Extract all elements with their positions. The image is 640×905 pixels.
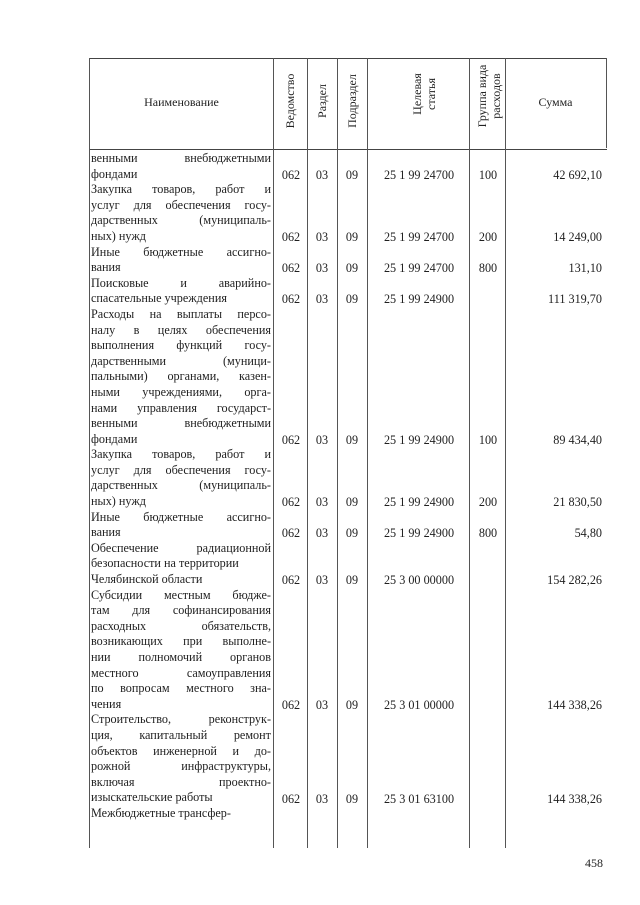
cell-sum: 144 338,26 <box>547 791 602 806</box>
cell-pod: 09 <box>345 432 359 447</box>
cell-ved: 062 <box>281 261 301 276</box>
cell-cel: 25 3 01 00000 <box>383 698 455 712</box>
cell-pod: 09 <box>345 167 359 182</box>
cell-cel: 25 1 99 24700 <box>383 261 455 276</box>
header-gruppa-2: расходов <box>489 73 503 119</box>
name-line: дарственных (муниципаль- <box>91 213 271 228</box>
name-line: Межбюджетные трансфер- <box>91 805 231 820</box>
name-line: нии полномочий органов <box>91 650 271 664</box>
name-line: ными учреждениями, орга- <box>91 384 271 399</box>
name-line: ных) нужд <box>91 494 146 509</box>
cell-raz: 03 <box>315 526 329 541</box>
name-line: фондами <box>91 166 138 181</box>
cell-ved: 062 <box>281 526 301 541</box>
name-line: Иные бюджетные ассигно- <box>91 509 271 524</box>
name-line: Строительство, реконструк- <box>91 712 271 727</box>
cell-pod: 09 <box>345 292 359 307</box>
header-name: Наименование <box>144 95 219 109</box>
name-line: по вопросам местного зна- <box>91 681 271 696</box>
name-line: пальными) органами, казен- <box>91 369 271 384</box>
name-line: дарственных (муниципаль- <box>91 478 271 493</box>
name-line: там для софинансирования <box>91 603 271 618</box>
cell-grp: 100 <box>478 432 498 447</box>
name-column <box>91 151 271 822</box>
cell-sum: 21 830,50 <box>553 495 602 510</box>
cell-cel: 25 1 99 24900 <box>383 432 455 447</box>
header-gruppa-1: Группа вида <box>475 64 489 128</box>
cell-sum: 14 249,00 <box>553 230 602 244</box>
cell-pod: 09 <box>345 526 359 541</box>
name-line: фондами <box>91 431 138 446</box>
header-celevaya-1: Целевая <box>410 73 424 115</box>
cell-raz: 03 <box>315 292 329 307</box>
cell-raz: 03 <box>315 495 329 510</box>
name-line: Субсидии местным бюдже- <box>91 587 271 602</box>
cell-pod: 09 <box>345 495 359 510</box>
column-divider <box>307 58 308 848</box>
table-left-border <box>89 58 90 848</box>
name-line: услуг для обеспечения госу- <box>91 197 271 212</box>
cell-cel: 25 3 00 00000 <box>383 573 455 588</box>
name-line: ция, капитальный ремонт <box>91 727 271 742</box>
column-divider <box>505 58 506 848</box>
cell-ved: 062 <box>281 698 301 712</box>
cell-grp: 800 <box>478 261 498 276</box>
cell-sum: 54,80 <box>574 526 602 541</box>
name-line: местного самоуправления <box>91 665 271 680</box>
column-divider <box>469 58 470 848</box>
cell-ved: 062 <box>281 791 301 806</box>
cell-pod: 09 <box>345 698 359 712</box>
cell-grp: 800 <box>478 526 498 541</box>
cell-raz: 03 <box>315 432 329 447</box>
cell-raz: 03 <box>315 261 329 276</box>
cell-grp: 200 <box>478 495 498 510</box>
name-line: нами управления государст- <box>91 400 271 415</box>
cell-cel: 25 1 99 24700 <box>383 167 455 182</box>
column-divider <box>273 58 274 848</box>
name-line: безопасности на территории <box>91 556 239 571</box>
name-line: Обеспечение радиационной <box>91 540 271 555</box>
name-line: венными внебюджетными <box>91 151 271 165</box>
name-line: Иные бюджетные ассигно- <box>91 244 271 259</box>
cell-ved: 062 <box>281 573 301 588</box>
cell-raz: 03 <box>315 698 329 712</box>
cell-pod: 09 <box>345 261 359 276</box>
cell-cel: 25 1 99 24900 <box>383 495 455 510</box>
name-line: включая проектно- <box>91 774 271 789</box>
cell-sum: 154 282,26 <box>547 573 602 588</box>
column-divider <box>337 58 338 848</box>
name-line: Закупка товаров, работ и <box>91 447 271 462</box>
name-line: услуг для обеспечения госу- <box>91 462 271 477</box>
table-right-border <box>606 58 607 148</box>
cell-raz: 03 <box>315 573 329 588</box>
header-summa: Сумма <box>538 95 573 109</box>
name-line: Расходы на выплаты персо- <box>91 306 271 321</box>
name-line: спасательные учреждения <box>91 291 227 306</box>
name-line: вания <box>91 260 121 275</box>
name-line: вания <box>91 525 121 540</box>
name-line: расходных обязательств, <box>91 618 271 633</box>
cell-sum: 89 434,40 <box>553 432 602 447</box>
cell-sum: 131,10 <box>568 261 602 276</box>
cell-cel: 25 1 99 24900 <box>383 526 455 541</box>
name-line: Закупка товаров, работ и <box>91 182 271 197</box>
name-line: ных) нужд <box>91 228 146 243</box>
cell-cel: 25 3 01 63100 <box>383 791 455 806</box>
name-line: выполнения функций госу- <box>91 338 271 353</box>
name-line: венными внебюджетными <box>91 416 271 431</box>
cell-cel: 25 1 99 24900 <box>383 292 455 307</box>
name-line: Поисковые и аварийно- <box>91 275 271 290</box>
page-number: 458 <box>585 856 603 870</box>
column-divider <box>367 58 368 848</box>
cell-ved: 062 <box>281 292 301 307</box>
cell-raz: 03 <box>315 167 329 182</box>
cell-raz: 03 <box>315 230 329 244</box>
name-line: рожной инфраструктуры, <box>91 759 271 774</box>
cell-sum: 111 319,70 <box>548 292 602 307</box>
cell-cel: 25 1 99 24700 <box>383 230 455 244</box>
name-line: дарственными (муници- <box>91 353 271 368</box>
cell-grp: 200 <box>478 230 498 244</box>
cell-ved: 062 <box>281 167 301 182</box>
cell-pod: 09 <box>345 791 359 806</box>
name-line: изыскательские работы <box>91 790 213 805</box>
name-line: налу в целях обеспечения <box>91 322 271 337</box>
name-line: объектов инженерной и до- <box>91 743 271 758</box>
header-vedomstvo: Ведомство <box>283 73 297 129</box>
header-razdel: Раздел <box>315 84 329 118</box>
cell-ved: 062 <box>281 495 301 510</box>
cell-raz: 03 <box>315 791 329 806</box>
cell-sum: 144 338,26 <box>547 698 602 712</box>
cell-ved: 062 <box>281 432 301 447</box>
cell-sum: 42 692,10 <box>553 167 602 182</box>
cell-pod: 09 <box>345 230 359 244</box>
name-line: чения <box>91 696 122 711</box>
cell-grp: 100 <box>478 167 498 182</box>
cell-ved: 062 <box>281 230 301 244</box>
header-celevaya-2: статья <box>424 78 438 110</box>
cell-pod: 09 <box>345 573 359 588</box>
name-line: Челябинской области <box>91 572 203 587</box>
header-podrazdel: Подраздел <box>345 74 359 128</box>
name-line: возникающих при выполне- <box>91 634 271 649</box>
